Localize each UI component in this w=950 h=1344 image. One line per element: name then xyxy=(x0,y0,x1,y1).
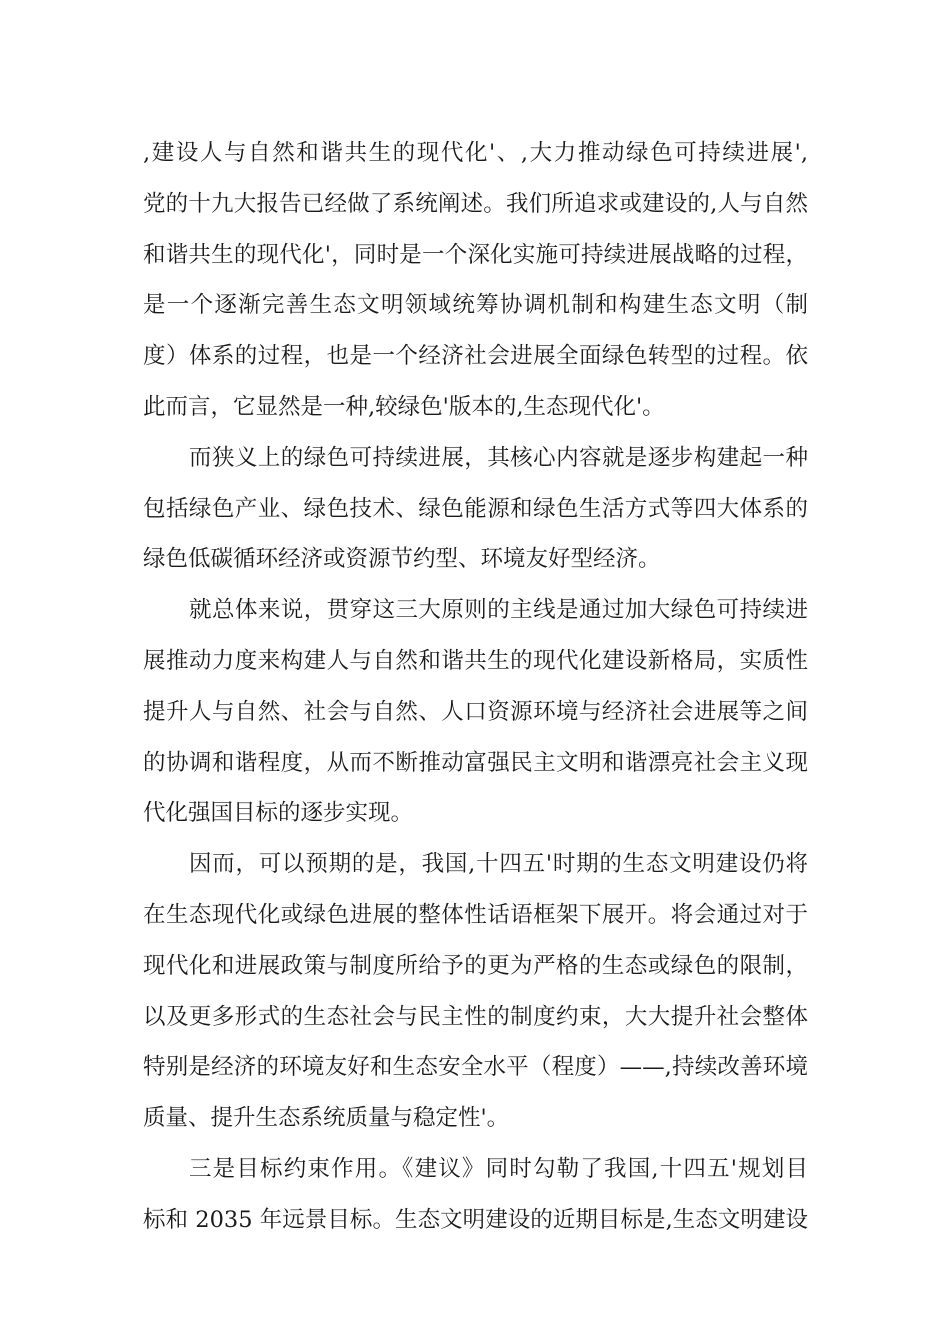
text-line: 因而，可以预期的是，我国,十四五'时期的生态文明建设仍将 xyxy=(189,851,808,878)
text-line: 三是目标约束作用。《建议》同时勾勒了我国,十四五'规划目 xyxy=(189,1155,808,1182)
text-line: 标和 2035 年远景目标。生态文明建设的近期目标是,生态文明建设 xyxy=(143,1206,808,1233)
text-line: 度）体系的过程，也是一个经济社会进展全面绿色转型的过程。依 xyxy=(143,343,808,370)
document-body xyxy=(143,128,808,1246)
text-line: 展推动力度来构建人与自然和谐共生的现代化建设新格局，实质性 xyxy=(143,647,808,674)
text-line: 是一个逐渐完善生态文明领域统筹协调机制和构建生态文明（制 xyxy=(143,292,808,319)
text-line: 包括绿色产业、绿色技术、绿色能源和绿色生活方式等四大体系的 xyxy=(143,495,808,522)
paragraph-1 xyxy=(143,128,808,433)
text-line: 提升人与自然、社会与自然、人口资源环境与经济社会进展等之间 xyxy=(143,698,808,725)
text-line: 在生态现代化或绿色进展的整体性话语框架下展开。将会通过对于 xyxy=(143,901,808,928)
text-line: 党的十九大报告已经做了系统阐述。我们所追求或建设的,人与自然 xyxy=(143,190,808,217)
text-line: 以及更多形式的生态社会与民主性的制度约束，大大提升社会整体 xyxy=(143,1003,808,1030)
text-line: 现代化和进展政策与制度所给予的更为严格的生态或绿色的限制， xyxy=(143,952,808,979)
text-line: 代化强国目标的逐步实现。 xyxy=(143,800,414,827)
text-line: 质量、提升生态系统质量与稳定性'。 xyxy=(143,1105,510,1132)
paragraph-3 xyxy=(143,585,808,839)
text-line: 特别是经济的环境友好和生态安全水平（程度）——,持续改善环境 xyxy=(143,1054,808,1081)
text-line: 和谐共生的现代化'，同时是一个深化实施可持续进展战略的过程， xyxy=(143,241,808,268)
text-line: 绿色低碳循环经济或资源节约型、环境友好型经济。 xyxy=(143,546,661,573)
paragraph-5 xyxy=(143,1144,808,1246)
text-line: 此而言，它显然是一种,较绿色'版本的,生态现代化'。 xyxy=(143,393,665,420)
text-line: 而狭义上的绿色可持续进展，其核心内容就是逐步构建起一种 xyxy=(189,444,808,471)
text-line: 就总体来说，贯穿这三大原则的主线是通过加大绿色可持续进 xyxy=(189,597,808,624)
paragraph-4 xyxy=(143,839,808,1144)
paragraph-2 xyxy=(143,433,808,585)
text-line: 的协调和谐程度，从而不断推动富强民主文明和谐漂亮社会主义现 xyxy=(143,749,808,776)
text-line: ,建设人与自然和谐共生的现代化'、,大力推动绿色可持续进展', xyxy=(143,140,808,166)
